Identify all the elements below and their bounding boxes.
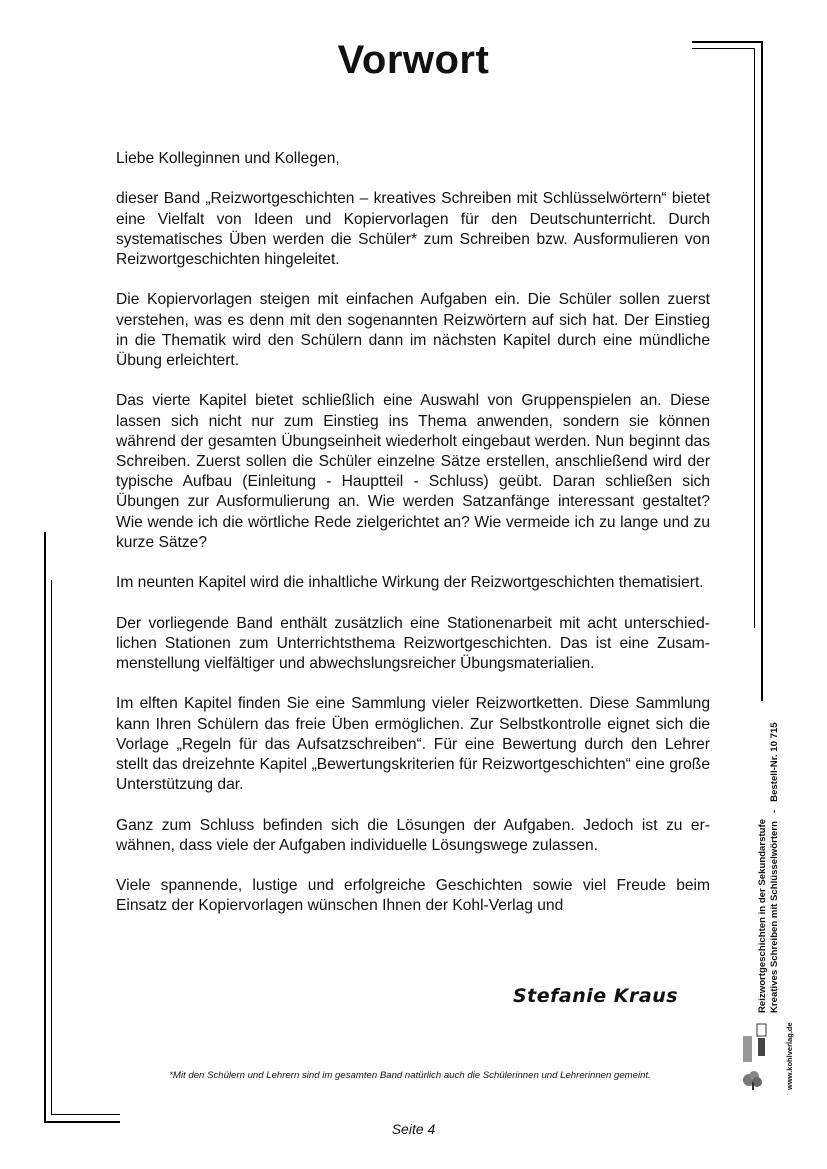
- paragraph: Die Kopiervorlagen steigen mit einfachen Aufgaben ein. Die Schüler sollen zuerst verstehen, was es denn mit den sogenannten Reizwörtern auf sich hat. Der Einstieg in die Thematik wird den Schülern dann im nächsten Kapitel durch eine mündliche Übung erleichtert.: [116, 291, 710, 369]
- publisher-url: www.kohlverlag.de: [785, 1022, 794, 1090]
- paragraph: Im neunten Kapitel wird die inhaltliche Wirkung der Reizwortgeschichten thematisiert.: [116, 574, 704, 592]
- paragraph: Der vorliegende Band enthält zusätzlich eine Stationenarbeit mit acht unterschiedlichen Stationen zum Unterrichtsthema Reizwortgeschichten. Das ist eine Zusammenstellung vielfältiger und abwechslungsreicher Übungsmaterialien.: [116, 614, 710, 672]
- paragraph: Im elften Kapitel finden Sie eine Sammlung vieler Reizwortketten. Diese Sammlung kann Ihren Schülern das freie Üben ermöglichen. Zur Selbstkontrolle eignet sich die Vorlage „Regeln für das Aufsatzschreiben“. Für eine Bewertung durch den Lehrer stellt das dreizehnte Kapitel „Bewertungskriterien für Reizwortgeschichten“ eine große Unterstützung dar.: [116, 695, 710, 794]
- kohl-verlag-logo: [740, 1022, 768, 1092]
- publication-series: Reizwortgeschichten in der Sekundarstufe: [757, 818, 768, 1013]
- order-number: Bestell-Nr. 10 715: [769, 722, 780, 802]
- paragraph: Das vierte Kapitel bietet schließlich eine Auswahl von Gruppenspielen an. Diese lassen sich nicht nur zum Einstieg ins Thema anwenden, sondern sie können während der gesamten Übungseinheit wiederholt eingebaut werden. Nun beginnt das Schreiben. Zuerst sollen die Schüler einzelne Sätze erstellen, anschließend wird der typische Aufbau (Einleitung - Hauptteil - Schluss) geübt. Daran schließen sich Übungen zur Ausformulierung an. Wie werden Satzanfänge interessant gestaltet? Wie wende ich die wörtliche Rede zielgerichtet an? Wie vermeide ich zu lange und zu kurze Sätze?: [116, 392, 710, 551]
- paragraph: dieser Band „Reizwortgeschichten – kreatives Schreiben mit Schlüsselwörtern“ bietet eine Vielfalt von Ideen und Kopiervorlagen für den Deutschunterricht. Durch systematisches Üben werden die Schüler* zum Schreiben bzw. Ausformulieren von Reizwortgeschichten hingeleitet.: [116, 190, 710, 268]
- page-number: Seite 4: [391, 1121, 436, 1137]
- closing-paragraph: Viele spannende, lustige und erfolgreiche Geschichten sowie viel Freude beim Einsatz der Kopiervorlagen wünschen Ihnen der Kohl-Verlag und: [116, 877, 710, 915]
- page-title: Vorwort: [337, 38, 490, 82]
- preface-body: [116, 149, 710, 937]
- publication-subtitle: Kreatives Schreiben mit Schlüsselwörtern - Bestell-Nr. 10 715: [769, 722, 780, 1013]
- vertical-publication-info: [757, 713, 781, 1013]
- paragraph: Ganz zum Schluss befinden sich die Lösungen der Aufgaben. Jedoch ist zu erwähnen, dass viele der Aufgaben individuelle Lösungswege zulassen.: [116, 816, 710, 854]
- footnote: *Mit den Schülern und Lehrern sind im gesamten Band natürlich auch die Schülerinnen und Lehrerinnen gemeint.: [169, 1070, 651, 1081]
- author-signature: Stefanie Kraus: [513, 985, 679, 1007]
- salutation: Liebe Kolleginnen und Kollegen,: [116, 150, 340, 167]
